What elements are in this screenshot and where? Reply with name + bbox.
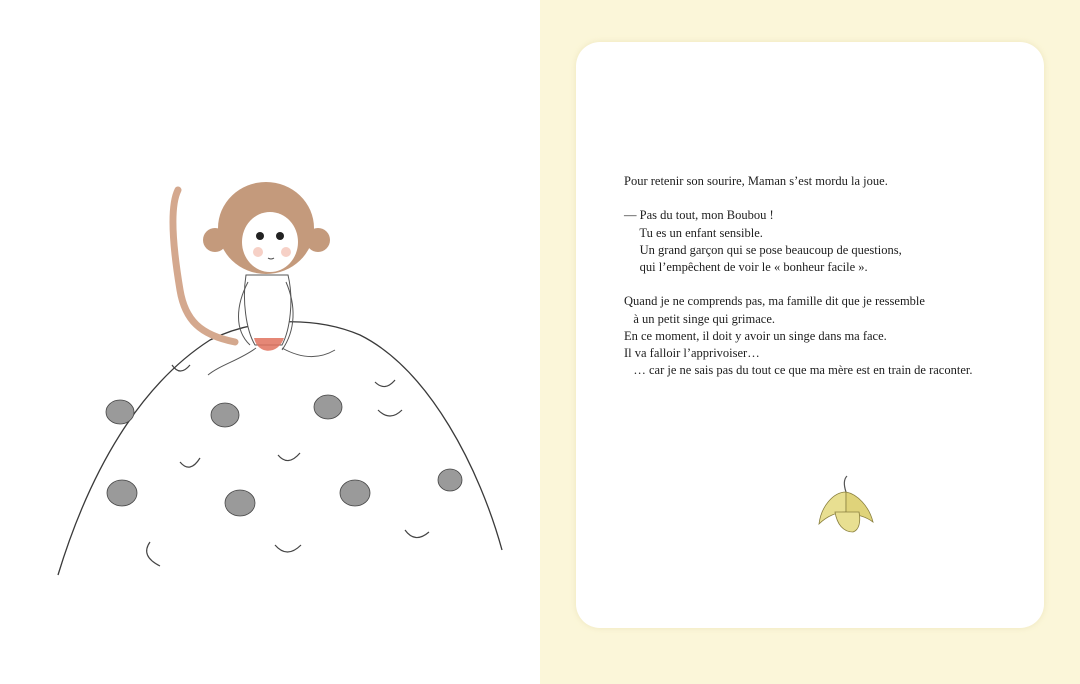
monkey-eye-left xyxy=(256,232,264,240)
monkey-eye-right xyxy=(276,232,284,240)
monkey-face xyxy=(242,212,298,272)
story-line: Il va falloir l’apprivoiser… xyxy=(624,345,760,360)
story-line: … car je ne sais pas du tout ce que ma mère est en train de raconter. xyxy=(624,363,973,378)
text-card xyxy=(576,42,1044,628)
story-line: Pour retenir son sourire, Maman s’est mordu la joue. xyxy=(624,174,888,188)
monkey-child-illustration xyxy=(50,170,510,590)
right-page xyxy=(540,0,1080,684)
monkey-body xyxy=(244,275,290,345)
story-line: — Pas du tout, mon Boubou ! xyxy=(624,208,774,223)
paragraph-gap xyxy=(624,190,1034,207)
story-line: qui l’empêchent de voir le « bonheur facile ». xyxy=(624,259,868,274)
paragraph-gap xyxy=(624,276,1034,293)
story-text xyxy=(624,173,1034,379)
blanket xyxy=(58,322,502,575)
cheek-right xyxy=(281,247,291,257)
cheek-left xyxy=(253,247,263,257)
banana-peel-illustration xyxy=(813,472,883,544)
story-line: En ce moment, il doit y avoir un singe dans ma face. xyxy=(624,328,887,343)
story-line: à un petit singe qui grimace. xyxy=(624,311,776,326)
story-line: Quand je ne comprends pas, ma famille dit que je ressemble xyxy=(624,294,925,309)
story-line: Tu es un enfant sensible. xyxy=(624,225,763,240)
story-line: Un grand garçon qui se pose beaucoup de questions, xyxy=(624,242,902,257)
